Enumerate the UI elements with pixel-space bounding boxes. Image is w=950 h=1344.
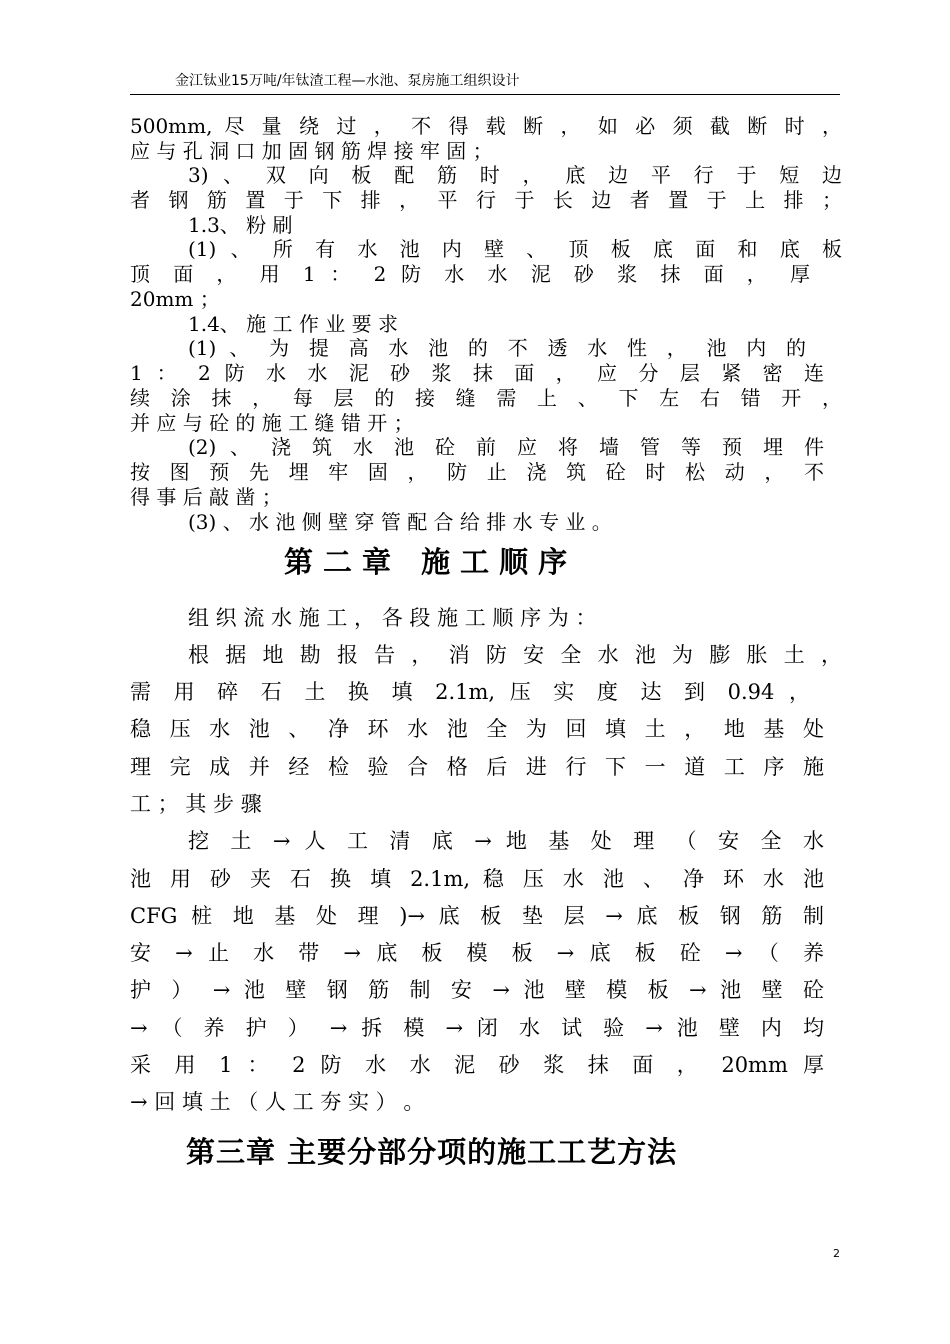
text-line: 工 ； 其 步 骤 bbox=[130, 792, 262, 816]
chapter-heading: 第三章 主要分部分项的施工工艺方法 bbox=[186, 1135, 678, 1169]
text-line: 需 用 碎 石 土 换 填 2.1m, 压 实 度 达 到 0.94 ， bbox=[130, 680, 810, 704]
text-line: 顶 面 ， 用 1 ： 2 防 水 水 泥 砂 浆 抹 面 ， 厚 bbox=[130, 262, 810, 286]
text-line: 1.4、 施 工 作 业 要 求 bbox=[188, 312, 398, 336]
chapter-heading: 第二章 施工顺序 bbox=[284, 545, 578, 579]
text-line: (1) 、 所 有 水 池 内 壁 、 顶 板 底 面 和 底 板 bbox=[188, 237, 842, 261]
text-line: 护 ） → 池 壁 钢 筋 制 安 → 池 壁 模 板 → 池 壁 砼 bbox=[130, 978, 824, 1002]
text-line: 池 用 砂 夹 石 换 填 2.1m, 稳 压 水 池 、 净 环 水 池 bbox=[130, 867, 824, 891]
text-line: → （ 养 护 ） → 拆 模 → 闭 水 试 验 → 池 壁 内 均 bbox=[130, 1016, 824, 1040]
text-line: (1) 、 为 提 高 水 池 的 不 透 水 性 ， 池 内 的 bbox=[188, 336, 806, 360]
text-line: 安 → 止 水 带 → 底 板 模 板 → 底 板 砼 → （ 养 bbox=[130, 941, 824, 965]
text-line: 按 图 预 先 埋 牢 固 ， 防 止 浇 筑 砼 时 松 动 ， 不 bbox=[130, 460, 824, 484]
text-line: 根 据 地 勘 报 告 ， 消 防 安 全 水 池 为 膨 胀 土 ， bbox=[188, 643, 842, 667]
text-line: (2) 、 浇 筑 水 池 砼 前 应 将 墙 管 等 预 埋 件 bbox=[188, 435, 824, 459]
text-line: CFG 桩 地 基 处 理 )→ 底 板 垫 层 → 底 板 钢 筋 制 bbox=[130, 904, 824, 928]
text-line: 稳 压 水 池 、 净 环 水 池 全 为 回 填 土 ， 地 基 处 bbox=[130, 717, 824, 741]
text-line: 1 ： 2 防 水 水 泥 砂 浆 抹 面 ， 应 分 层 紧 密 连 bbox=[130, 361, 824, 385]
text-line: 并 应 与 砼 的 施 工 缝 错 开 ； bbox=[130, 411, 414, 435]
text-line: 组 织 流 水 施 工 ， 各 段 施 工 顺 序 为 ： bbox=[188, 606, 597, 630]
header-title: 金江钛业15万吨/年钛渣工程—水池、泵房施工组织设计 bbox=[175, 73, 520, 89]
page-number: 2 bbox=[833, 1247, 840, 1260]
text-line: 理 完 成 并 经 检 验 合 格 后 进 行 下 一 道 工 序 施 bbox=[130, 755, 824, 779]
text-line: → 回 填 土 （ 人 工 夯 实 ） 。 bbox=[130, 1090, 425, 1114]
text-line: 者 钢 筋 置 于 下 排 ， 平 行 于 长 边 者 置 于 上 排 ； bbox=[130, 188, 842, 212]
text-line: 20mm ； bbox=[130, 287, 220, 311]
text-line: 1.3、 粉 刷 bbox=[188, 213, 293, 237]
text-line: 采 用 1 ： 2 防 水 水 泥 砂 浆 抹 面 ， 20mm 厚 bbox=[130, 1053, 824, 1077]
text-line: (3) 、 水 池 侧 壁 穿 管 配 合 给 排 水 专 业 。 bbox=[188, 510, 612, 534]
page-header bbox=[130, 72, 840, 95]
text-line: 续 涂 抹 ， 每 层 的 接 缝 需 上 、 下 左 右 错 开 ， bbox=[130, 386, 842, 410]
text-line: 3) 、 双 向 板 配 筋 时 ， 底 边 平 行 于 短 边 bbox=[188, 163, 842, 187]
text-line: 500mm, 尽 量 绕 过 ， 不 得 载 断 ， 如 必 须 截 断 时 ， bbox=[130, 114, 842, 138]
text-line: 得 事 后 敲 凿 ； bbox=[130, 485, 282, 509]
text-line: 应 与 孔 洞 口 加 固 钢 筋 焊 接 牢 固 ； bbox=[130, 139, 493, 163]
text-line: 挖 土 → 人 工 清 底 → 地 基 处 理 （ 安 全 水 bbox=[188, 829, 824, 853]
